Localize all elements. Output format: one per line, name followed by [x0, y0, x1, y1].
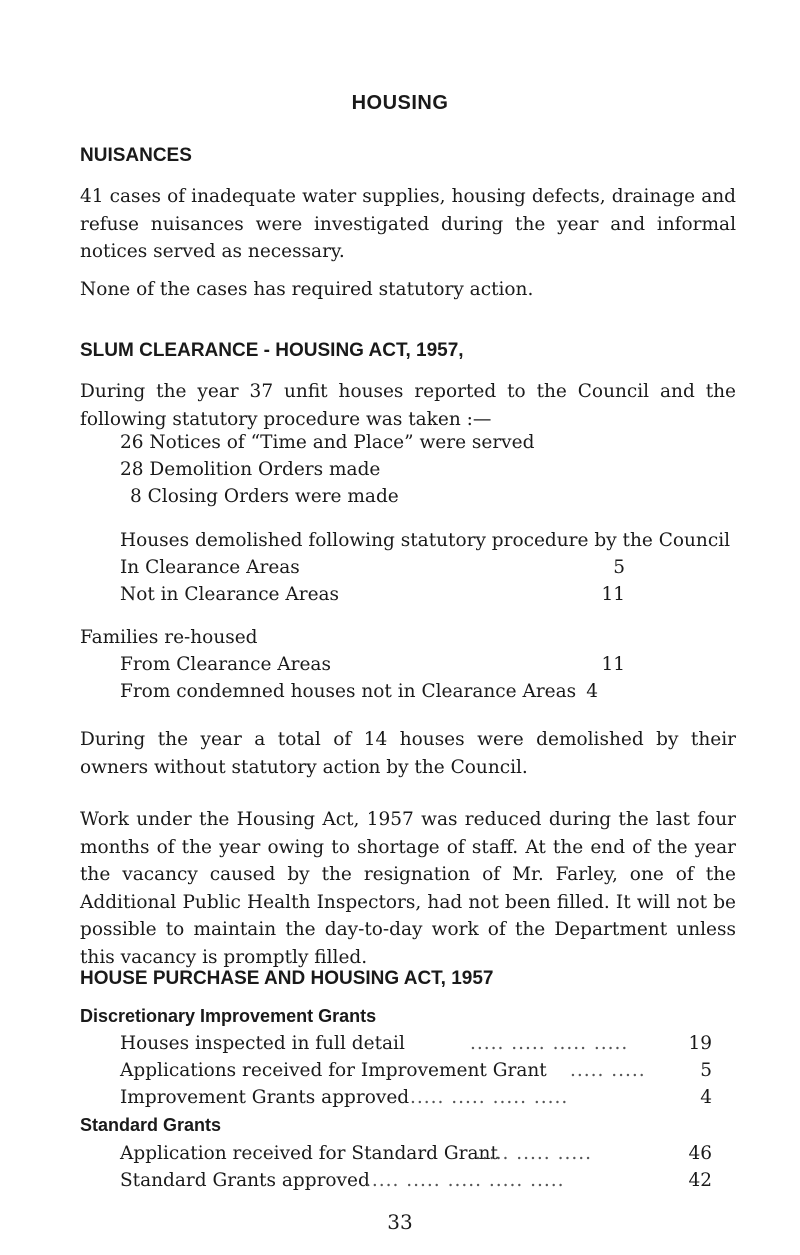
leader-dots: ..... ..... ..... ..... .....	[365, 1170, 565, 1191]
standard-value-applications: 46	[688, 1143, 712, 1164]
slum-item-closing: 8 Closing Orders were made	[130, 486, 399, 507]
leader-dots: ..... ..... .....	[475, 1143, 592, 1164]
discretionary-heading: Discretionary Improvement Grants	[80, 1006, 377, 1026]
discretionary-label-inspected: Houses inspected in full detail	[120, 1033, 405, 1054]
discretionary-label-applications: Applications received for Improvement Grant	[120, 1060, 547, 1081]
house-purchase-heading: HOUSE PURCHASE AND HOUSING ACT, 1957	[80, 968, 494, 989]
demolished-heading: Houses demolished following statutory procedure by the Council	[120, 530, 731, 551]
slum-item-demolition: 28 Demolition Orders made	[120, 459, 381, 480]
slum-clearance-heading: SLUM CLEARANCE - HOUSING ACT, 1957,	[80, 340, 464, 361]
families-label-clearance: From Clearance Areas	[120, 654, 331, 675]
demolished-label-not-in: Not in Clearance Areas	[120, 584, 340, 605]
standard-label-applications: Application received for Standard Grant	[120, 1143, 498, 1164]
slum-paragraph-1: During the year 37 unfit houses reported to the Council and the following statutory procedure was taken :—	[80, 381, 736, 430]
nuisances-paragraph-2: None of the cases has required statutory action.	[80, 279, 534, 300]
nuisances-paragraph-1: 41 cases of inadequate water supplies, housing defects, drainage and refuse nuisances were investigated during the year and informal notices served as necessary.	[80, 186, 736, 262]
page-title: HOUSING	[351, 92, 449, 114]
families-heading: Families re-housed	[80, 627, 258, 648]
demolished-value-not-in: 11	[601, 584, 625, 605]
demolished-label-in: In Clearance Areas	[120, 557, 300, 578]
slum-item-notices: 26 Notices of “Time and Place” were served	[120, 432, 535, 453]
discretionary-value-inspected: 19	[688, 1033, 712, 1054]
nuisances-heading: NUISANCES	[80, 145, 192, 166]
families-value-condemned: 4	[586, 681, 598, 702]
leader-dots: ..... .....	[570, 1060, 646, 1081]
standard-label-approved: Standard Grants approved	[120, 1170, 370, 1191]
standard-value-approved: 42	[688, 1170, 712, 1191]
discretionary-value-applications: 5	[700, 1060, 712, 1081]
slum-paragraph-2: During the year a total of 14 houses were demolished by their owners without statutory action by the Council.	[80, 729, 736, 778]
discretionary-value-approved: 4	[700, 1087, 712, 1108]
demolished-value-in: 5	[613, 557, 625, 578]
families-value-clearance: 11	[601, 654, 625, 675]
standard-grants-heading: Standard Grants	[80, 1115, 222, 1135]
families-label-condemned: From condemned houses not in Clearance Areas	[120, 681, 577, 702]
leader-dots: ..... ..... ..... .....	[410, 1087, 569, 1108]
discretionary-label-approved: Improvement Grants approved	[120, 1087, 410, 1108]
leader-dots: ..... ..... ..... .....	[470, 1033, 629, 1054]
page-number: 33	[387, 1210, 413, 1234]
slum-paragraph-3: Work under the Housing Act, 1957 was reduced during the last four months of the year owing to shortage of staff. At the end of the year the vacancy caused by the resignation of Mr. Farley, one of the Additional Public Health Inspectors, had not been filled. It will not be possible to maintain the day-to-day work of the Department unless this vacancy is promptly filled.	[80, 809, 736, 968]
